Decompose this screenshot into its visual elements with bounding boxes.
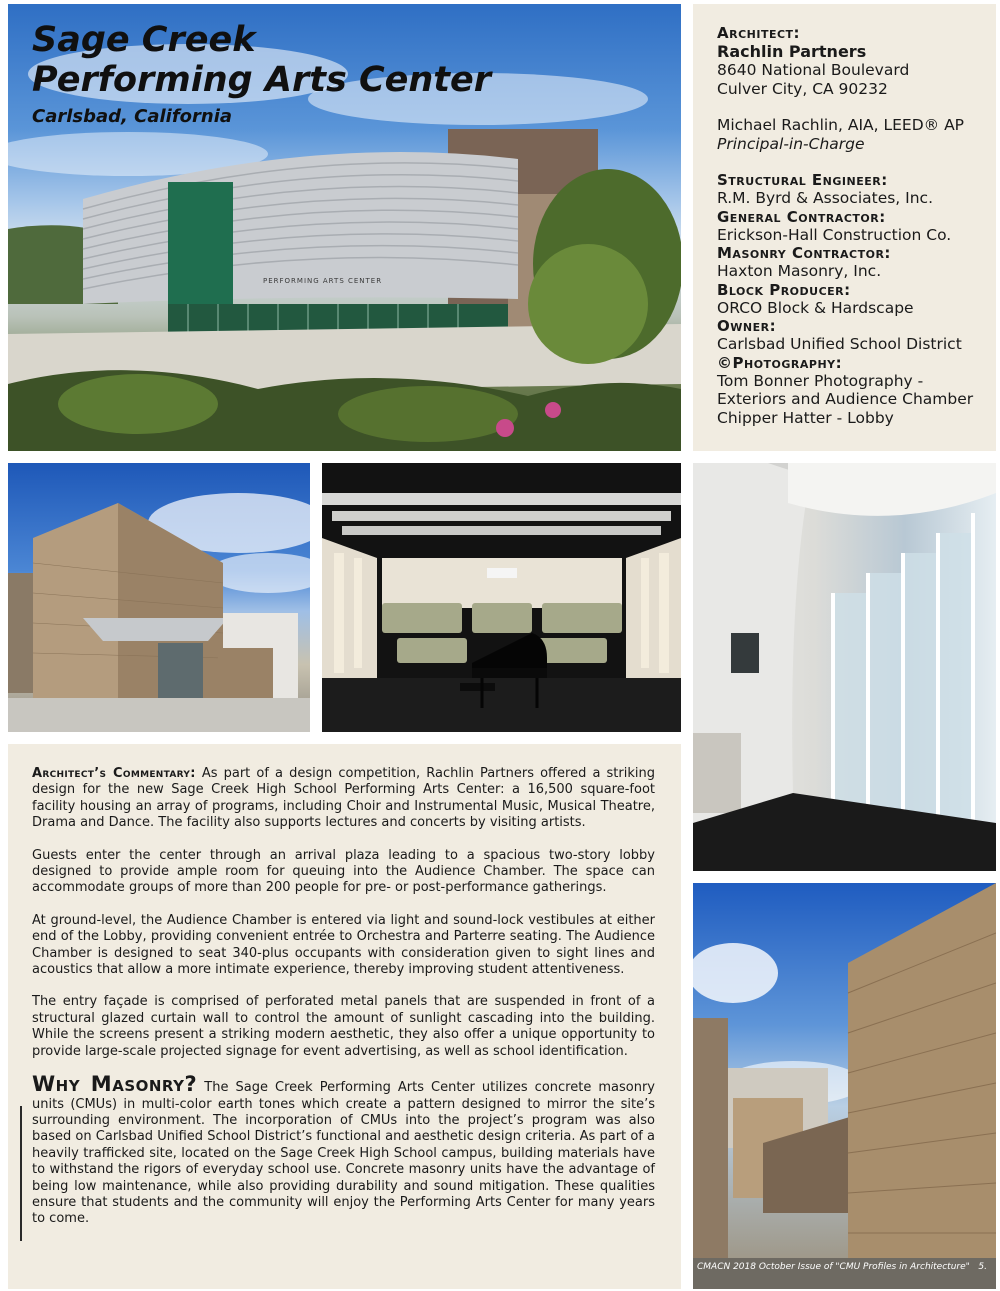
hero-photo — [8, 4, 681, 451]
project-credits — [693, 4, 996, 451]
photography-line-1: Tom Bonner Photography - — [717, 371, 924, 390]
commentary-paragraph-1 — [32, 766, 655, 832]
why-masonry-text: The Sage Creek Performing Arts Center utilizes concrete masonry units (CMUs) in multi-color earth tones which create a pattern designed to mirror the site’s surrounding environment. The incorporation of CMUs into the project’s program was also based on Carlsbad Unified School District’s functional and aesthetic design criteria. As part of a heavily trafficked site, located on the Sage Creek High School campus, building materials have to withstand the rigors of everyday school use. Concrete masonry units have the advantage of being low maintenance, while also providing durability and sound mitigation. These qualities ensure that students and the community will enjoy the Performing Arts Center for many years to come. — [32, 1080, 656, 1227]
structural-value: R.M. Byrd & Associates, Inc. — [717, 189, 934, 207]
architects-commentary — [8, 744, 681, 1289]
photography-line-2: Exteriors and Audience Chamber — [717, 390, 974, 408]
why-masonry-paragraph — [32, 1072, 656, 1228]
stage-house-photo — [8, 463, 310, 732]
owner-label: Owner: — [717, 317, 777, 335]
structural-label: Structural Engineer: — [717, 171, 888, 189]
masonry-wall-photo — [693, 883, 996, 1289]
block-producer-label: Block Producer: — [717, 280, 851, 299]
accent-rule — [20, 1106, 22, 1241]
commentary-paragraph-4: The entry façade is comprised of perforated metal panels that are suspended in front of a structural glazed curtain wall to control the amount of sunlight cascading into the building. While the screens present a striking modern aesthetic, they also offer a unique opportunity to provide large-scale projected signage for event advertising, as well as school identification. — [32, 994, 655, 1059]
why-masonry-section — [32, 1072, 656, 1228]
address-line-2: Culver City, CA 90232 — [717, 79, 888, 98]
audience-chamber-photo — [322, 463, 681, 732]
masonry-contractor-label: Masonry Contractor: — [717, 244, 891, 262]
architect-label: Architect: — [717, 24, 801, 42]
commentary-label: Architect’s Commentary: — [32, 766, 196, 781]
address-line-1: 8640 National Boulevard — [717, 61, 910, 79]
architect-name: Rachlin Partners — [717, 42, 867, 61]
photography-line-3: Chipper Hatter - Lobby — [717, 408, 894, 427]
principal-name: Michael Rachlin, AIA, LEED® AP — [717, 116, 965, 134]
building-sign: PERFORMING ARTS CENTER — [263, 277, 383, 285]
owner-value: Carlsbad Unified School District — [717, 335, 962, 353]
masonry-wall-illustration — [693, 883, 996, 1289]
commentary-text-1: As part of a design competition, Rachlin Partners offered a striking design for the new Sage Creek High School Performing Arts Center: a 16,500 square-foot facility housing an array of programs, including Choir and Instrumental Music, Musical Theatre, Drama and Dance. The facility also supports lectures and concerts by visiting artists. — [32, 766, 655, 831]
commentary-paragraph-3: At ground-level, the Audience Chamber is entered via light and sound-lock vestibules at either end of the Lobby, providing convenient entrée to Orchestra and Parterre seating. The Audience Chamber is designed to seat 340-plus occupants with consideration given to sight lines and acoustics that allow a more intimate experience, thereby improving student attentiveness. — [32, 912, 655, 978]
issue-caption: CMACN 2018 October Issue of "CMU Profiles in Architecture" — [697, 1262, 970, 1272]
audience-chamber-illustration — [322, 463, 681, 732]
location-subtitle: Carlsbad, California — [32, 106, 233, 127]
footer-caption — [697, 1262, 987, 1272]
principal-role: Principal-in-Charge — [717, 134, 865, 153]
title-line-2: Performing Arts Center — [32, 60, 492, 100]
page-title — [32, 20, 491, 100]
commentary-paragraph-2: Guests enter the center through an arrival plaza leading to a spacious two-story lobby designed to provide ample room for queuing into the Audience Chamber. The space can accommodate groups of more than 200 people for pre- or post-performance gatherings. — [32, 847, 655, 896]
lobby-illustration — [693, 463, 996, 871]
masonry-contractor-value: Haxton Masonry, Inc. — [717, 262, 882, 280]
why-masonry-heading: Why Masonry? — [32, 1072, 198, 1097]
stage-house-illustration — [8, 463, 310, 732]
page-number: 5. — [978, 1262, 987, 1272]
general-contractor-value: Erickson-Hall Construction Co. — [717, 225, 952, 244]
general-contractor-label: General Contractor: — [717, 207, 886, 226]
title-line-1: Sage Creek — [32, 20, 256, 60]
photography-label: ©Photography: — [717, 353, 843, 372]
block-producer-value: ORCO Block & Hardscape — [717, 298, 914, 317]
lobby-photo — [693, 463, 996, 871]
